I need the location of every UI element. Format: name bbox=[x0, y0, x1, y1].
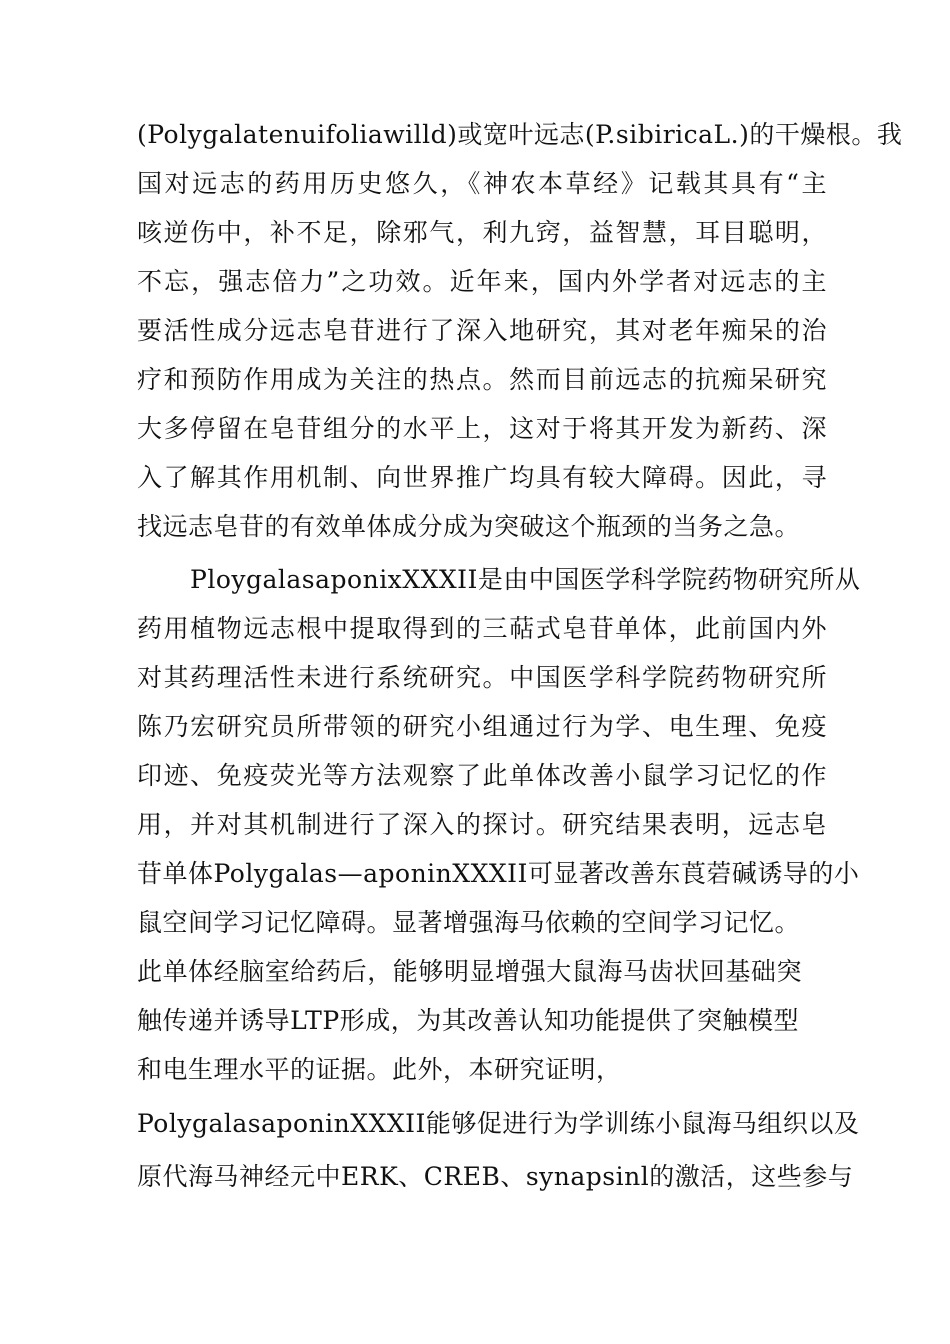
text-line: 印迹、免疫荧光等方法观察了此单体改善小鼠学习记忆的作 bbox=[137, 761, 827, 790]
text-line: 原代海马神经元中ERK、CREB、synapsinl的激活，这些参与 bbox=[137, 1162, 854, 1191]
text-line: (Polygalatenuifoliawilld)或宽叶远志(P.sibiricaL.)的干燥根。我 bbox=[137, 120, 903, 149]
text-line: 找远志皂苷的有效单体成分成为突破这个瓶颈的当务之急。 bbox=[137, 512, 801, 541]
text-line: 大多停留在皂苷组分的水平上，这对于将其开发为新药、深 bbox=[137, 414, 827, 443]
text-line: 陈乃宏研究员所带领的研究小组通过行为学、电生理、免疫 bbox=[137, 712, 827, 741]
paragraph-first-line: PloygalasaponixXXXII是由中国医学科学院药物研究所从 bbox=[190, 565, 861, 594]
text-line: 不忘，强志倍力”之功效。近年来，国内外学者对远志的主 bbox=[137, 267, 827, 296]
text-line: 触传递并诱导LTP形成，为其改善认知功能提供了突触模型 bbox=[137, 1006, 799, 1035]
text-line: 对其药理活性未进行系统研究。中国医学科学院药物研究所 bbox=[137, 663, 827, 692]
text-line: 和电生理水平的证据。此外，本研究证明， bbox=[137, 1055, 622, 1084]
text-line: 疗和预防作用成为关注的热点。然而目前远志的抗痴呆研究 bbox=[137, 365, 827, 394]
text-line: 此单体经脑室给药后，能够明显增强大鼠海马齿状回基础突 bbox=[137, 957, 802, 986]
text-line: 药用植物远志根中提取得到的三萜式皂苷单体，此前国内外 bbox=[137, 614, 827, 643]
text-line: PolygalasaponinXXXII能够促进行为学训练小鼠海马组织以及 bbox=[137, 1109, 860, 1138]
text-line: 咳逆伤中，补不足，除邪气，利九窍，益智慧，耳目聪明， bbox=[137, 218, 827, 247]
text-line: 用，并对其机制进行了深入的探讨。研究结果表明，远志皂 bbox=[137, 810, 827, 839]
text-line: 国对远志的药用历史悠久，《神农本草经》记载其具有“主 bbox=[137, 169, 827, 198]
text-line: 入了解其作用机制、向世界推广均具有较大障碍。因此，寻 bbox=[137, 463, 827, 492]
text-line: 要活性成分远志皂苷进行了深入地研究，其对老年痴呆的治 bbox=[137, 316, 827, 345]
text-line: 苷单体Polygalas—aponinXXXII可显著改善东莨菪碱诱导的小 bbox=[137, 859, 860, 888]
text-line: 鼠空间学习记忆障碍。显著增强海马依赖的空间学习记忆。 bbox=[137, 908, 801, 937]
